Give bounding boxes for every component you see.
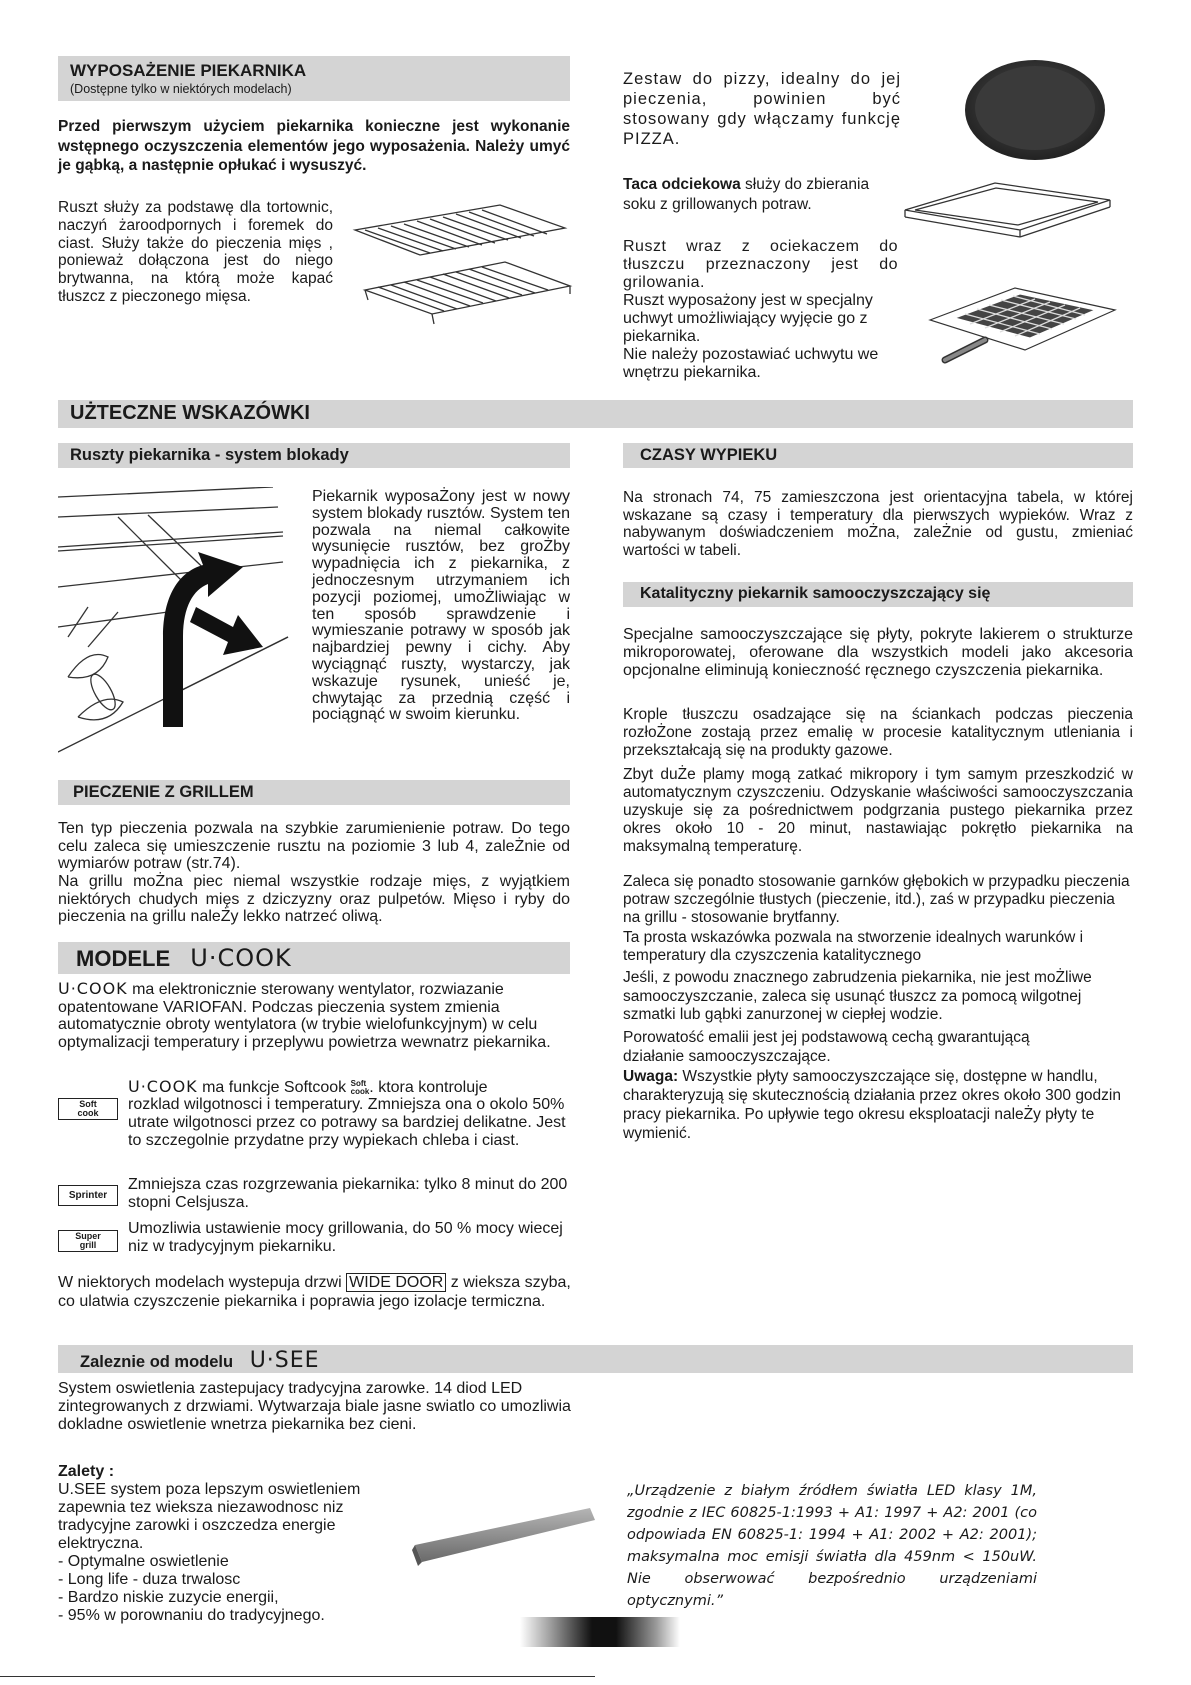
supergrill-description: Umozliwia ustawienie mocy grillowania, do 50 % mocy wiecej niz w tradycyjnym piekarniku.: [128, 1220, 563, 1255]
supergrill-icon: Super grill: [58, 1230, 118, 1252]
models-title-text: MODELE: [76, 946, 171, 971]
lock-description: Piekarnik wyposaŻony jest w nowy system blokady rusztów. System ten pozwala na niemal całkowite wysunięcie rusztów, bez groŻby wypadnięcia ich z piekarnika, z jednoczesnym utrzymaniem ich pozycji poziomej, umoŻliwiając w ten sposób sprawdzenie i wymieszanie potrawy w sposób jak najbardziej pewny i cichy. Aby wyciągnąć ruszty, wystarczy, jak wskazuje rysunek, unieść je, chwytając za przednią część i pociągnąć w swoim kierunku.: [312, 488, 570, 724]
times-description: Na stronach 74, 75 zamieszczona jest orientacyjna tabela, w której wskazane są czasy i temperatury dla pierwszych wypieków. Wraz z nabywanym doświadczeniem moŻna, zaleŻnie od gustu, zmieniać wartości w tabeli.: [623, 489, 1133, 559]
pizza-tray-illustration: [960, 55, 1110, 165]
models-intro: [58, 980, 570, 1052]
led-safety-note: „Urządzenie z białym źródłem światła LED klasy 1M, zgodnie z IEC 60825-1:1993 + A1: 1997 + A2: 2001 (co odpowiada EN 60825-1: 1994 + A1: 2002 + A2: 2001); maksymalna moc emisji światła dla 459nm < 150uW. Nie obserwować bezpośrednio urządzeniami optycznymi.”: [627, 1483, 1037, 1609]
usee-title: [80, 1348, 320, 1373]
equipment-subtitle: (Dostępne tylko w niektórych modelach): [70, 82, 292, 96]
times-title: CZASY WYPIEKU: [640, 446, 778, 464]
led-strip-illustration: [410, 1500, 600, 1570]
softcook-line1-text: ma funkcje Softcook: [197, 1079, 351, 1096]
ucook-inline-2: U·COOK: [128, 1077, 198, 1096]
usee-description: System oswietlenia zastepujacy tradycyjna zarowke. 14 diod LED zintegrowanych z drzwiami. Wytwarzaja biale jasne swiatlo co umozliwia dokladne oswietlenie wnetrza piekarnika bez cieni.: [58, 1380, 571, 1433]
door-pre: W niektorych modelach wystepuja drzwi: [58, 1274, 347, 1291]
ucook-inline: U·COOK: [58, 979, 128, 998]
advantage-item: - 95% w porownaniu do tradycyjnego.: [58, 1607, 325, 1624]
grill-rack-line3: Nie należy pozostawiać uchwytu we wnętrzu piekarnika.: [623, 346, 879, 381]
footer-rule: [0, 1676, 595, 1677]
sprinter-icon: Sprinter: [58, 1185, 118, 1206]
catalytic-p7: Porowatość emalii jest jej podstawową cechą gwarantującą działanie samooczyszczające.: [623, 1029, 1030, 1065]
grill-title: PIECZENIE Z GRILLEM: [73, 783, 254, 801]
grill-rack-line2: Ruszt wyposażony jest w specjalny uchwyt umożliwiający wyjęcie go z piekarnika.: [623, 292, 873, 345]
wide-door-text: [58, 1273, 578, 1311]
softcook-inline-icon: Soft cook: [350, 1078, 370, 1096]
advantages-title: Zalety :: [58, 1463, 115, 1480]
softcook-line1-end: . ktora kontroluje: [369, 1079, 488, 1096]
pizza-description: Zestaw do pizzy, idealny do jej pieczenia, powinien być stosowany gdy włączamy funkcję PIZZA.: [623, 70, 901, 148]
ucook-logo: U·COOK: [190, 944, 292, 972]
equipment-intro: Przed pierwszym użyciem piekarnika konieczne jest wykonanie wstępnego oczyszczenia elementów jego wyposażenia. Należy umyć je gąbką, a następnie opłukać i wysuszyć.: [58, 118, 570, 174]
grill-rack-illustration: [925, 280, 1120, 380]
catalytic-p5: Ta prosta wskazówka pozwala na stworzenie idealnych warunków i temperatury dla czyszczenia katalitycznego: [623, 929, 1084, 964]
softcook-description: rozklad wilgotnosci i temperatury. Zmniejsza ona o okolo 50% utrate wilgotnosci przez co potrawy sa bardziej delikatne. Jest to szczegolnie przydatne przy wypiekach chleba i ciast.: [128, 1096, 566, 1149]
rack-lock-illustration: [58, 487, 293, 757]
rack-illustration: [350, 200, 575, 330]
drip-tray-illustration: [900, 175, 1115, 245]
grill-description: Ten typ pieczenia pozwala na szybkie zarumienienie potraw. Do tego celu zaleca się umieszczenie rusztu na poziomie 3 lub 4, zaleŻnie od wymiarów potraw (str.74).: [58, 820, 570, 872]
advantage-item: - Optymalne oswietlenie: [58, 1553, 229, 1570]
catalytic-p3: Zbyt duŻe plamy mogą zatkać mikropory i tym samym przeszkodzić w automatycznym czyszczeniu. Odzyskanie właściwości samooczyszczania uzyskuje się za pośrednictwem podgrzania pustego piekarnika przez okres około 10 - 20 minut, nastawiając pokrętło piekarnika na maksymalną temperaturę.: [623, 766, 1133, 855]
wide-door-badge: WIDE DOOR: [346, 1273, 446, 1292]
lock-title: Ruszty piekarnika - system blokady: [70, 446, 349, 464]
warning-label: Uwaga:: [623, 1068, 679, 1085]
softcook-icon: Soft cook: [58, 1098, 118, 1120]
usee-title-text: Zaleznie od modelu: [80, 1353, 234, 1371]
equipment-title: WYPOSAŻENIE PIEKARNIKA: [70, 61, 307, 80]
catalytic-p1: Specjalne samooczyszczające się płyty, pokryte lakierem o strukturze mikroporowatej, oferowane dla wszystkich modeli jako akcesoria opcjonalne eliminują konieczność ręcznego czyszczenia piekarnika.: [623, 626, 1133, 679]
warning-text: Wszystkie płyty samooczyszczające się, dostępne w handlu, charakteryzują się skutecznością działania przez okres około 300 godzin pracy piekarnika. Po upływie tego okresu eksploatacji naleŻy płyty te wymienić.: [623, 1068, 1121, 1142]
catalytic-p4: Zaleca się ponadto stosowanie garnków głębokich w przypadku pieczenia potraw szczególnie tłustych (pieczenie, itd.), zaś w przypadku pieczenia na grillu - stosowanie brytfanny.: [623, 873, 1130, 926]
advantages-list: [58, 1553, 325, 1625]
usee-logo: U·SEE: [249, 1348, 320, 1373]
advantages-text: U.SEE system poza lepszym oswietleniem zapewnia tez wieksza niezawodnosc niz tradycyjne zarowki i oszczedza energie elektryczna.: [58, 1481, 361, 1552]
softcook-line1: [128, 1078, 578, 1097]
sprinter-description: Zmniejsza czas rozgrzewania piekarnika: tylko 8 minut do 200 stopni Celsjusza.: [128, 1176, 568, 1211]
drip-tray-text: służy do zbierania soku z grillowanych potraw.: [623, 176, 870, 213]
rack-description: Ruszt służy za podstawę dla tortownic, naczyń żaroodpornych i foremek do ciast. Służy także do pieczenia mięs , ponieważ dołączona jest do niego brytwanna, na którą może kapać tłuszcz z pieczonego mięsa.: [58, 199, 333, 305]
door-post: z wieksza szyba, co ulatwia czyszczenie piekarnika i poprawia jego izolacje termiczna.: [58, 1274, 571, 1310]
advantage-item: - Bardzo niskie zuzycie energii,: [58, 1589, 279, 1606]
page-number-tab: [520, 1617, 680, 1647]
catalytic-title: Katalityczny piekarnik samooczyszczający się: [640, 585, 991, 602]
catalytic-p2: Krople tłuszczu osadzające się na ściankach podczas pieczenia rozłoŻone zostają przez emalię w procesie katalitycznym utleniania i przekształcają się na produkty gazowe.: [623, 706, 1133, 759]
catalytic-warning: [623, 1067, 1133, 1143]
grill-description-2: Na grillu moŻna piec niemal wszystkie rodzaje mięs, z wyjątkiem niektórych chudych mięs z dziczyzny oraz pulpetów. Mięso i ryby do pieczenia na grillu naleŻy lekko natrzeć oliwą.: [58, 873, 570, 925]
advantage-item: - Long life - duza trwalosc: [58, 1571, 241, 1588]
models-intro-text: ma elektronicznie sterowany wentylator, rozwiazanie opatentowane VARIOFAN. Podczas pieczenia system zmienia automatycznie obroty wentylatora (w trybie wielofunkcyjnym) w celu optymalizacji temperatury i przeplywu powietrza wewnatrz piekarnika.: [58, 981, 551, 1052]
grill-rack-line1: Ruszt wraz z ociekaczem do tłuszczu przeznaczony jest do grilowania.: [623, 238, 898, 291]
models-title: [76, 944, 292, 972]
tips-title: UŻTECZNE WSKAZÓWKI: [70, 402, 310, 424]
drip-tray-name: Taca odciekowa: [623, 176, 741, 193]
drip-tray-description: [623, 175, 903, 215]
catalytic-p6: Jeśli, z powodu znacznego zabrudzenia piekarnika, nie jest moŻliwe samooczyszczanie, zaleca się usunąć tłuszcz za pomocą wilgotnej szmatki lub gąbki zanurzonej w ciepłej wodzie.: [623, 969, 1092, 1023]
